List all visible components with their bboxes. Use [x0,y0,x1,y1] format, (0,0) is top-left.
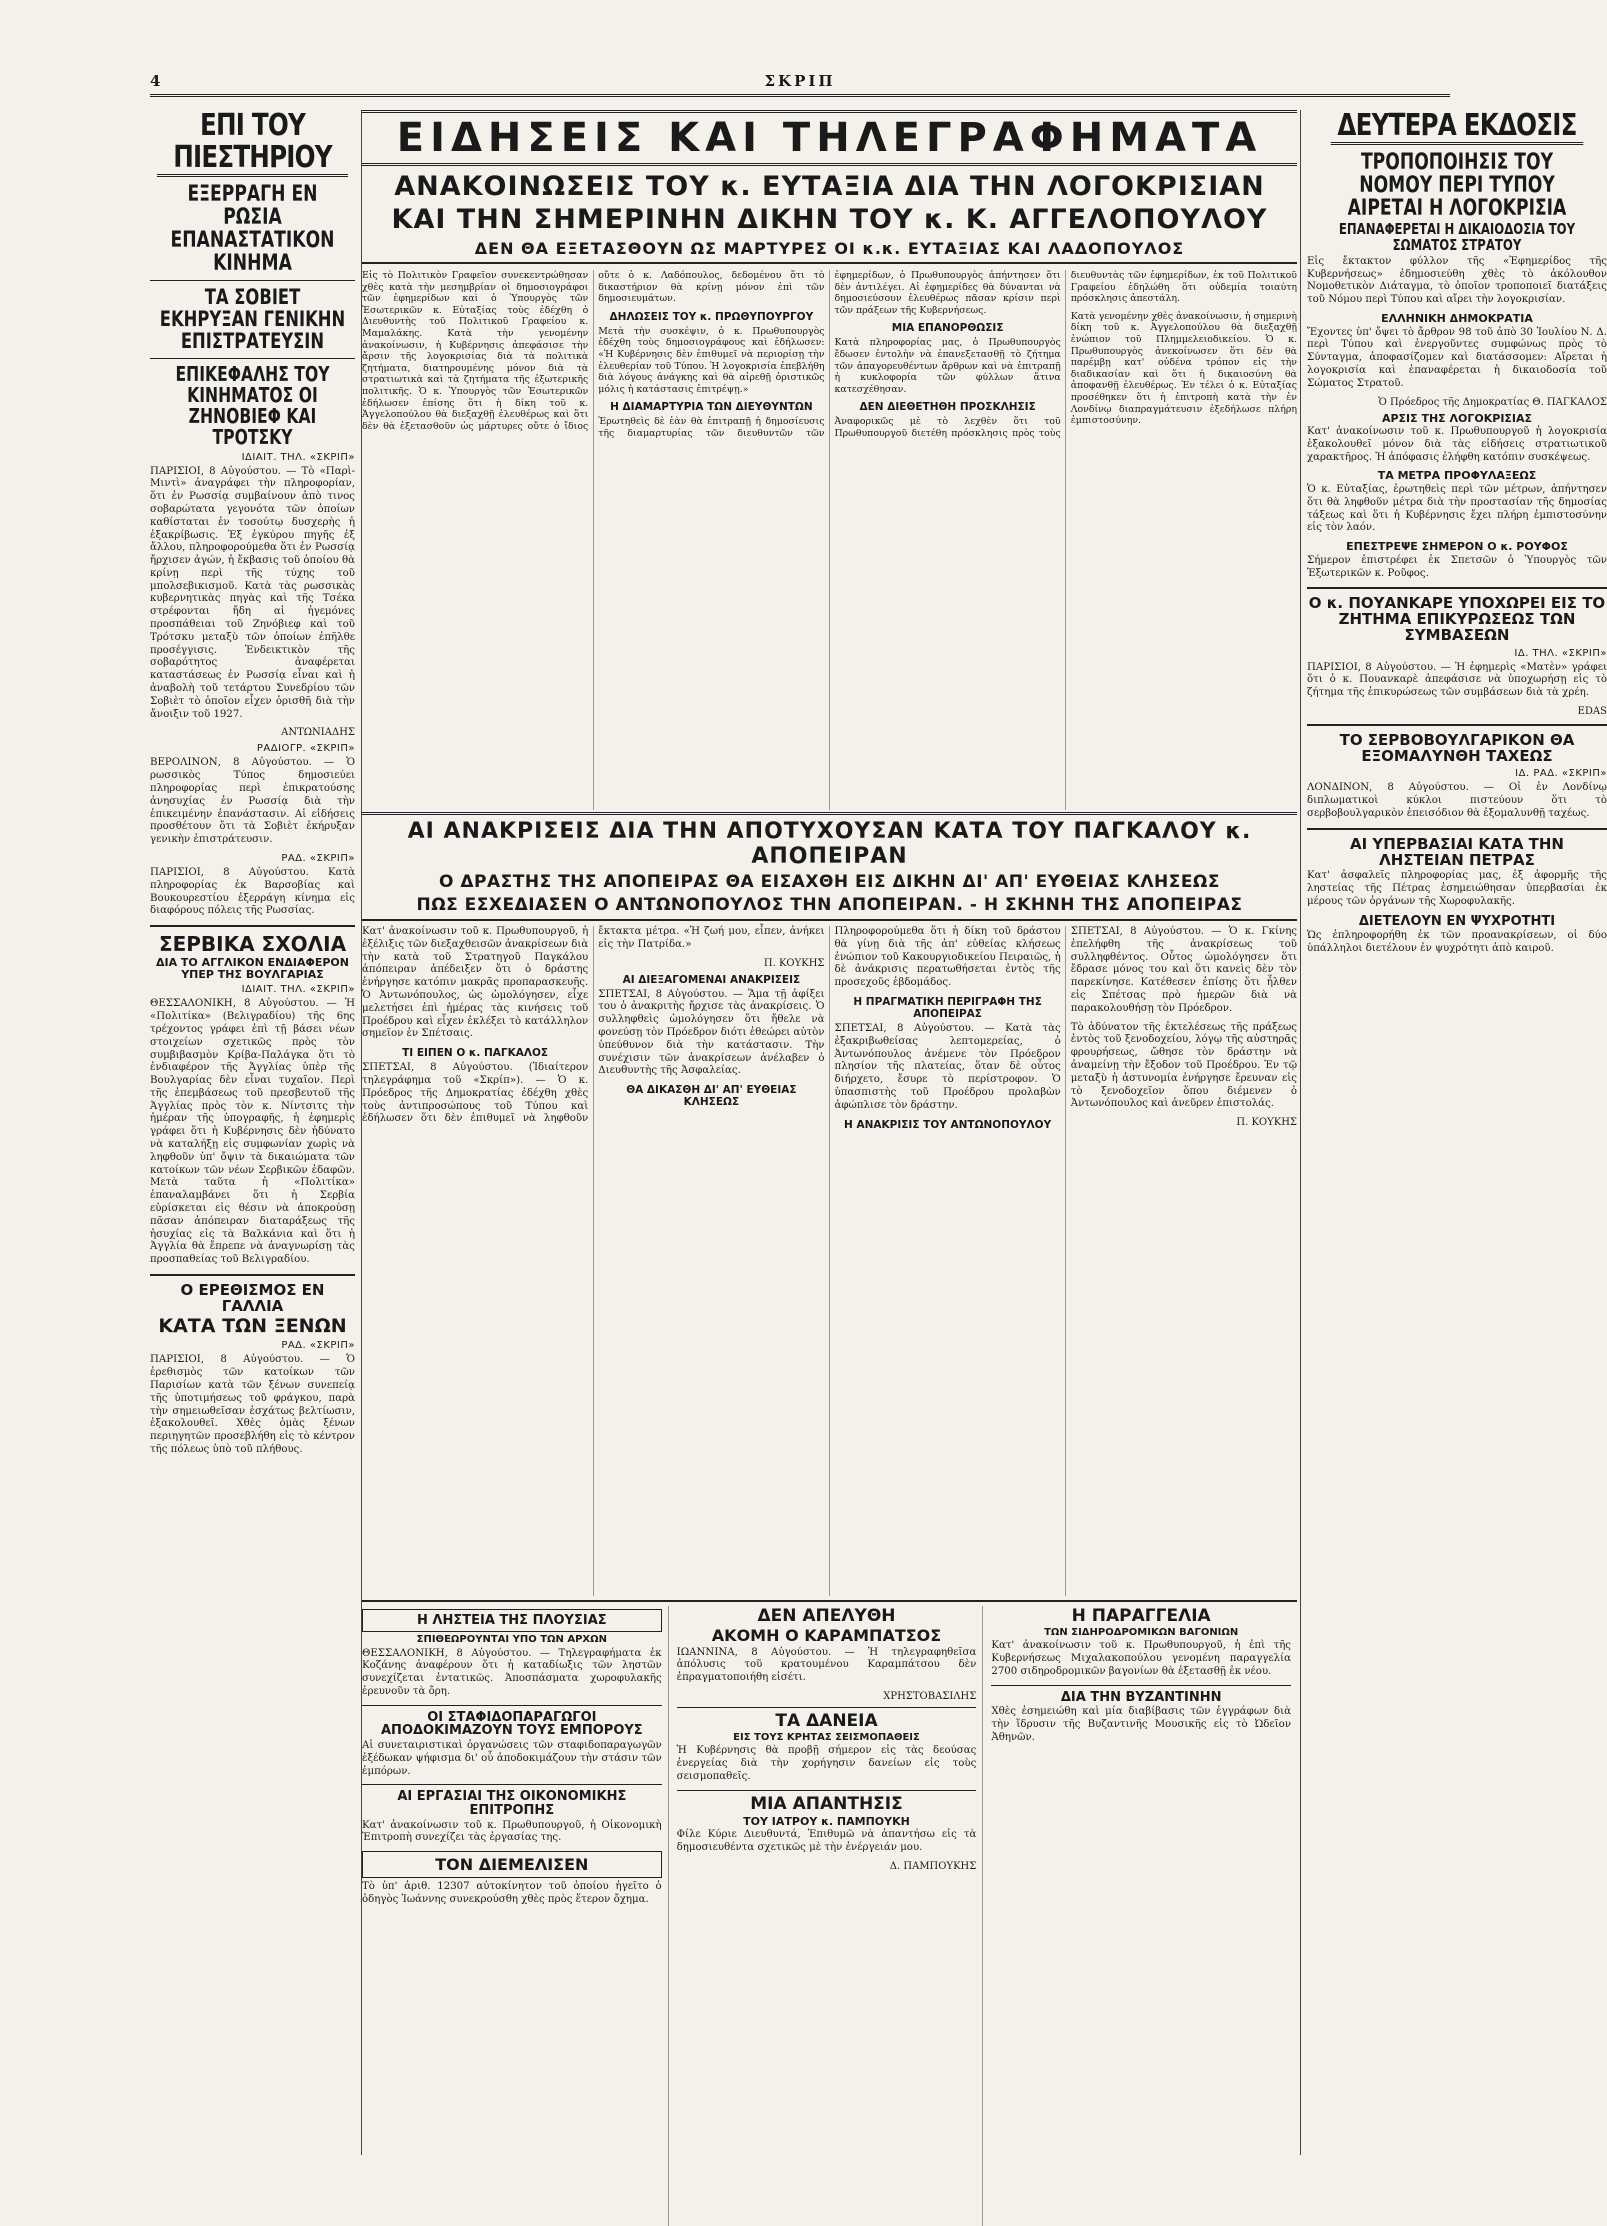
article-headline: Η ΛΗΣΤΕΙΑ ΤΗΣ ΠΛΟΥΣΙΑΣ [362,1609,662,1632]
right-headline-8: ΤΟ ΣΕΡΒΟΒΟΥΛΓΑΡΙΚΟΝ ΘΑ ΕΞΟΜΑΛΥΝΘΗ ΤΑΧΕΩΣ [1339,730,1575,765]
article-body: Κατὰ γενομένην χθὲς ἀνακοίνωσιν, ἡ σημερινὴ δίκη τοῦ κ. Ἀγγελοπούλου θὰ διεξαχθῇ ἐνώπιον τοῦ Πλημμελειοδικείου. Ὁ κ. Πρωθυπουργὸς ἀνεκοίνωσεν ὅτι δὲν θὰ παρέμβῃ κατ' οὐδένα τρόπον εἰς τὴν διαδικασίαν καὶ ὅτι ἡ δικαιοσύνη θὰ ἀποφανθῇ ἐλευθέρως. Ἐν τέλει ὁ κ. Εὐταξίας προσέθηκεν ὅτι ἡ ἐπιτροπὴ κατὰ τὴν ἐν Λονδίνῳ διαπραγμάτευσιν ἐξεδήλωσε πλήρη ἐμπιστοσύνην. [1070,310,1297,427]
left-subheadline-4: ΔΙΑ ΤΟ ΑΓΓΛΙΚΟΝ ΕΝΔΙΑΦΕΡΟΝ ΥΠΕΡ ΤΗΣ ΒΟΥΛΓΑΡΙΑΣ [155,956,349,981]
article-body: ΣΠΕΤΣΑΙ, 8 Αὐγούστου. — Κατὰ τὰς ἐξακριβωθείσας λεπτομερείας, ὁ Ἀντωνόπουλος ἀνέμενε τὸν Πρόεδρον πλησίον τῆς πλατείας, ὅταν δὲ οὗτος διήρχετο, ἔσυρε τὸ περίστροφον. Ὁ ὑπασπιστὴς τοῦ Προέδρου προλαβὼν ἀφώπλισε τὸν δράστην. [834,1022,1061,1111]
article-body: Τὸ ὑπ' ἀριθ. 12307 αὐτοκίνητον τοῦ ὁποίου ἡγεῖτο ὁ ὁδηγὸς Ἰωάννης συνεκρούσθη χθὲς πρὸς ἕτερον ὄχημα. [362,1881,662,1906]
byline: ΙΔ. ΤΗΛ. «ΣΚΡΙΠ» [1514,647,1607,659]
byline: ΙΔΙΑΙΤ. ΤΗΛ. «ΣΚΡΙΠ» [241,984,355,996]
right-headline-5: ΤΑ ΜΕΤΡΑ ΠΡΟΦΥΛΑΞΕΩΣ [1377,469,1537,483]
lower-col-2 [677,1606,984,2226]
lower-col-1 [362,1606,669,2226]
main-headline-line-1: ΑΝΑΚΟΙΝΩΣΕΙΣ ΤΟΥ κ. ΕΥΤΑΞΙΑ ΔΙΑ ΤΗΝ ΛΟΓΟΚΡΙΣΙΑΝ [394,171,1265,202]
signature: ΧΡΗΣΤΟΒΑΣΙΛΗΣ [883,1691,977,1703]
newspaper-name: ΣΚΡΙΠ [764,72,836,90]
article-subhead: ΔΕΝ ΔΙΕΘΕΤΗΘΗ ΠΡΟΣΚΛΗΣΙΣ [859,401,1036,414]
article-headline: ΤΟΝ ΔΙΕΜΕΛΙΣΕΝ [362,1851,662,1878]
right-headline-2: ΕΠΑΝΑΦΕΡΕΤΑΙ Η ΔΙΚΑΙΟΔΟΣΙΑ ΤΟΥ ΣΩΜΑΤΟΣ ΣΤΡΑΤΟΥ [1338,220,1576,255]
article-body: ΣΠΕΤΣΑΙ, 8 Αὐγούστου. — Ἅμα τῇ ἀφίξει του ὁ ἀνακριτὴς ἤρχισε τὰς ἀνακρίσεις. Ὁ συλληφθεὶς ὡμολόγησεν ὅτι ἤθελε νὰ φονεύσῃ τὸν Πρόεδρον διότι ἐθεώρει αὐτὸν ὑπεύθυνον διὰ τὴν κατάστασιν. Τὴν συνέχισιν τῶν ἀνακρίσεων ἀνέλαβεν ὁ Διευθυντὴς τῆς Ἀσφαλείας. [598,988,825,1077]
article-body: ΙΩΑΝΝΙΝΑ, 8 Αὐγούστου. — Ἡ τηλεγραφηθεῖσα ἀπόλυσις τοῦ κρατουμένου Καραμπάτσου δὲν ἐπραγματοποιήθη εἰσέτι. [676,1646,977,1684]
article-body: Ὡς ἐπληροφορήθη ἐκ τῶν προανακρίσεων, οἱ δύο ὑπάλληλοι διετέλουν ἐν ψυχρότητι ἀπὸ καιροῦ. [1307,930,1607,955]
main-headline-line-2: ΚΑΙ ΤΗΝ ΣΗΜΕΡΙΝΗΝ ΔΙΚΗΝ ΤΟΥ κ. Κ. ΑΓΓΕΛΟΠΟΥΛΟΥ [391,204,1268,235]
article-body: ΠΑΡΙΣΙΟΙ, 8 Αὐγούστου. — Ὁ ἐρεθισμὸς τῶν κατοίκων τῶν Παρισίων κατὰ τῶν ξένων συνεπείᾳ τῆς ὑποτιμήσεως τοῦ φράγκου, παρὰ τὴν σημειωθεῖσαν ἐσχάτως βελτίωσιν, ἐξακολουθεῖ. Χθὲς ὁμὰς ξένων περιηγητῶν προσεβλήθη εἰς τὸ κέντρον τῆς πόλεως ὑπὸ τοῦ πλήθους. [150,1354,355,1456]
left-column [150,110,362,2155]
right-headline-3: ΕΛΛΗΝΙΚΗ ΔΗΜΟΚΡΑΤΙΑ [1381,311,1533,325]
article-body: Κατ' ἀνακοίνωσιν τοῦ κ. Πρωθυπουργοῦ ἡ λογοκρισία ἐξακολουθεῖ μόνον διὰ τὰς εἰδήσεις στρατιωτικοῦ χαρακτῆρος. Ἡ ἀπόφασις ἐλήφθη κατόπιν συσκέψεως. [1307,426,1607,463]
article-body: Ἐρωτηθεὶς δὲ ἐὰν θὰ ἐπιτραπῇ ἡ δημοσίευσις τῆς διαμαρτυρίας τῶν διευθυντῶν τῶν ἐφημερίδων, ὁ Πρωθυπουργὸς ἀπήντησεν ὅτι δὲν ἀντιλέγει. Αἱ ἐφημερίδες θὰ δύνανται νὰ δημοσιεύσουν ἐλευθέρως πᾶσαν κρίσιν περὶ τῶν πράξεων τῆς Κυβερνήσεως. [598,270,1061,439]
signature: Π. ΚΟΥΚΗΣ [763,957,825,969]
signature: Δ. ΠΑΜΠΟΥΚΗΣ [889,1860,977,1872]
article-body: ΛΟΝΔΙΝΟΝ, 8 Αὐγούστου. — Οἱ ἐν Λονδίνῳ διπλωματικοὶ κύκλοι πιστεύουν ὅτι τὸ σερβοβουλγαρικὸν ἐπεισόδιον θὰ ἐξομαλυνθῇ ταχέως. [1307,782,1607,820]
article-body: Κατ' ἀνακοίνωσιν τοῦ κ. Πρωθυπουργοῦ, ἡ ἐξέλιξις τῶν διεξαχθεισῶν ἀνακρίσεων διὰ τὴν κατὰ τοῦ Στρατηγοῦ Παγκάλου ἀπόπειραν ἀπέδειξεν ὅτι ὁ δράστης ἐνήργησε κατόπιν μακρᾶς προπαρασκευῆς. Ὁ Ἀντωνόπουλος, ὡς ὡμολόγησεν, εἶχε μελετήσει ἐπὶ ἡμέρας τὰς κινήσεις τοῦ Προέδρου καὶ εἶχεν ἐκλέξει τὸ κατάλληλον σημεῖον ἐν Σπέτσαις. [362,926,589,1040]
article-subhead: ΤΙ ΕΙΠΕΝ Ο κ. ΠΑΓΚΑΛΟΣ [402,1047,549,1060]
article-body: Εἰς ἔκτακτον φύλλον τῆς «Ἐφημερίδος τῆς Κυβερνήσεως» ἐδημοσιεύθη χθὲς τὸ ἀκόλουθον Νομοθετικὸν Διάταγμα, τὸ ὁποῖον τροποποιεῖ διατάξεις τοῦ Νόμου περὶ Τύπου καὶ αἴρει τὴν λογοκρισίαν. [1307,255,1607,306]
signature: EDAS [1577,705,1607,717]
article-headline: ΤΑ ΔΑΝΕΙΑ [775,1711,878,1732]
section-subheadline: Ο ΔΡΑΣΤΗΣ ΤΗΣ ΑΠΟΠΕΙΡΑΣ ΘΑ ΕΙΣΑΧΘΗ ΕΙΣ ΔΙΚΗΝ ΔΙ' ΑΠ' ΕΥΘΕΙΑΣ ΚΛΗΣΕΩΣ [438,872,1220,892]
article-subheadline: ΕΙΣ ΤΟΥΣ ΚΡΗΤΑΣ ΣΕΙΣΜΟΠΑΘΕΙΣ [733,1731,920,1743]
article-body: Εἰς τὸ Πολιτικὸν Γραφεῖον συνεκεντρώθησαν χθὲς κατὰ τὴν μεσημβρίαν οἱ δημοσιογράφοι τῶν ἐφημερίδων καὶ ὁ Ὑπουργὸς τῶν Ἐσωτερικῶν κ. Εὐταξίας τοὺς ἐδέχθη ὁ Διευθυντὴς τοῦ Πολιτικοῦ Γραφείου κ. Μαμαλάκης. Κατὰ τὴν γενομένην ἀνακοίνωσιν, ἡ Κυβέρνησις ἀπεφάσισε τὴν ἄρσιν τῆς λογοκρισίας διὰ τὰ πολιτικὰ ζητήματα, διατηρουμένης μόνον διὰ τὰ στρατιωτικὰ καὶ τὰ ζητήματα τῆς ἐξωτερικῆς πολιτικῆς. Ὁ κ. Ὑπουργὸς τῶν Ἐσωτερικῶν ἐδήλωσεν ἐπίσης ὅτι ἡ δίκη τοῦ κ. Ἀγγελοπούλου θὰ διεξαχθῇ ἐλευθέρως καὶ ὅτι δὲν θὰ ἐξετασθοῦν ὡς μάρτυρες οὔτε ὁ ἴδιος οὔτε ὁ κ. Λαδόπουλος, δεδομένου ὅτι τὸ δικαστήριον θὰ κρίνῃ μόνον ἐπὶ τῶν δημοσιευμάτων. [362,270,825,432]
article-subhead: Η ΑΝΑΚΡΙΣΙΣ ΤΟΥ ΑΝΤΩΝΟΠΟΥΛΟΥ [844,1118,1052,1131]
right-headline-9: ΑΙ ΥΠΕΡΒΑΣΙΑΙ ΚΑΤΑ ΤΗΝ ΛΗΣΤΕΙΑΝ ΠΕΤΡΑΣ [1350,834,1564,869]
right-headline-1: ΤΡΟΠΟΠΟΙΗΣΙΣ ΤΟΥ ΝΟΜΟΥ ΠΕΡΙ ΤΥΠΟΥ ΑΙΡΕΤΑΙ Η ΛΟΓΟΚΡΙΣΙΑ [1347,150,1567,222]
right-column [1300,110,1607,2155]
right-headline-7: Ο κ. ΠΟΥΑΝΚΑΡΕ ΥΠΟΧΩΡΕΙ ΕΙΣ ΤΟ ΖΗΤΗΜΑ ΕΠΙΚΥΡΩΣΕΩΣ ΤΩΝ ΣΥΜΒΑΣΕΩΝ [1308,594,1606,644]
assassination-section [362,812,1297,1596]
article-body: ΠΑΡΙΣΙΟΙ, 8 Αὐγούστου. Κατὰ πληροφορίας ἐκ Βαρσοβίας καὶ Βουκουρεστίου ἐξερράγη κίνημα εἰς διαφόρους πόλεις τῆς Ρωσσίας. [150,867,355,917]
article-body: Σήμερον ἐπιστρέφει ἐκ Σπετσῶν ὁ Ὑπουργὸς τῶν Ἐξωτερικῶν κ. Ροῦφος. [1307,554,1607,579]
article-subhead: ΑΙ ΔΙΕΞΑΓΟΜΕΝΑΙ ΑΝΑΚΡΙΣΕΙΣ [622,973,801,986]
article-body: Κατ' ἀσφαλεῖς πληροφορίας μας, ἐξ ἀφορμῆς τῆς ληστείας τῆς Πέτρας ἐσημειώθησαν ὑπερβασίαι ἐκ μέρους τῶν ὀργάνων τῆς Χωροφυλακῆς. [1307,870,1607,907]
censorship-article [362,270,1297,810]
signature: ΑΝΤΩΝΙΑΔΗΣ [281,727,355,739]
byline: ΙΔΙΑΙΤ. ΤΗΛ. «ΣΚΡΙΠ» [241,451,355,463]
article-body: Ἔχοντες ὑπ' ὄψει τὸ ἄρθρον 98 τοῦ ἀπὸ 30 Ἰουλίου Ν. Δ. περὶ Τύπου καὶ ἐνεργοῦντες συμφώνως πρὸς τὸ Σύνταγμα, ἀποφασίζομεν καὶ διατάσσομεν: Αἴρεται ἡ λογοκρισία καὶ ἐπαναφέρεται ἡ δικαιοδοσία τοῦ Σώματος Στρατοῦ. [1307,326,1607,389]
main-subheadline: ΔΕΝ ΘΑ ΕΞΕΤΑΣΘΟΥΝ ΩΣ ΜΑΡΤΥΡΕΣ ΟΙ κ.κ. ΕΥΤΑΞΙΑΣ ΚΑΙ ΛΑΔΟΠΟΥΛΟΣ [362,239,1297,264]
left-headline-5: Ο ΕΡΕΘΙΣΜΟΣ ΕΝ ΓΑΛΛΙΑ [180,1281,325,1315]
article-body: Μετὰ τὴν συσκέψιν, ὁ κ. Πρωθυπουργὸς ἐδέχθη τοὺς δημοσιογράφους καὶ ἐδήλωσεν: «Ἡ Κυβέρνησις δὲν ἐπιθυμεῖ νὰ περιορίσῃ τὴν ἐλευθερίαν τοῦ Τύπου. Ἡ λογοκρισία ἐπεβλήθη διὰ λόγους ἀνάγκης καὶ θὰ αἰρεθῇ ὁριστικῶς μόλις ἡ κατάστασις ἐπιτρέψῃ.» [598,325,825,395]
right-headline-6: ΕΠΕΣΤΡΕΨΕ ΣΗΜΕΡΟΝ Ο κ. ΡΟΥΦΟΣ [1346,540,1568,554]
byline: ΡΑΔ. «ΣΚΡΙΠ» [281,853,355,865]
article-body: Κατ' ἀνακοίνωσιν τοῦ κ. Πρωθυπουργοῦ, ἡ ἐπὶ τῆς Κυβερνήσεως Μιχαλακοπούλου γενομένη παραγγελία 2700 σιδηροδρομικῶν βαγονίων θὰ ἐξετασθῇ ἐκ νέου. [991,1640,1292,1677]
left-headline-1: ΕΞΕΡΡΑΓΗ ΕΝ ΡΩΣΙΑ ΕΠΑΝΑΣΤΑΤΙΚΟΝ ΚΙΝΗΜΑ [170,182,335,277]
article-body: Κατ' ἀνακοίνωσιν τοῦ κ. Πρωθυπουργοῦ, ἡ Οἰκονομικὴ Ἐπιτροπὴ συνεχίζει τὰς ἐργασίας της. [362,1819,662,1844]
left-headline-3: ΕΠΙΚΕΦΑΛΗΣ ΤΟΥ ΚΙΝΗΜΑΤΟΣ ΟΙ ΖΗΝΟΒΙΕΦ ΚΑΙ ΤΡΟΤΣΚΥ [175,361,330,449]
article-body: Ἀναφορικῶς μὲ τὸ λεχθὲν ὅτι τοῦ Πρωθυπουργοῦ διετέθη πρόσκλησις πρὸς τοὺς διευθυντὰς τῶν ἐφημερίδων, ἐκ τοῦ Πολιτικοῦ Γραφείου ἐδηλώθη ὅτι οὐδεμία τοιαύτη πρόσκλησις ἀπεστάλη. [834,270,1297,439]
article-headline: ΑΙ ΕΡΓΑΣΙΑΙ ΤΗΣ ΟΙΚΟΝΟΜΙΚΗΣ ΕΠΙΤΡΟΠΗΣ [397,1789,627,1818]
right-headline-4: ΑΡΣΙΣ ΤΗΣ ΛΟΓΟΚΡΙΣΙΑΣ [1381,411,1533,425]
lower-articles [362,1600,1297,2226]
article-headline: ΟΙ ΣΤΑΦΙΔΟΠΑΡΑΓΩΓΟΙ ΑΠΟΔΟΚΙΜΑΖΟΥΝ ΤΟΥΣ ΕΜΠΟΡΟΥΣ [381,1709,643,1739]
section-subheadline-2: ΠΩΣ ΕΣΧΕΔΙΑΣΕΝ Ο ΑΝΤΩΝΟΠΟΥΛΟΣ ΤΗΝ ΑΠΟΠΕΙΡΑΝ. - Η ΣΚΗΝΗ ΤΗΣ ΑΠΟΠΕΙΡΑΣ [362,895,1297,921]
article-body: ΘΕΣΣΑΛΟΝΙΚΗ, 8 Αὐγούστου. — Ἡ «Πολιτίκα» (Βελιγραδίου) τῆς 6ης τρέχοντος γράφει ἐπὶ τῇ βάσει νέων στοιχείων σχετικῶς πρὸς τὸν συμβιβασμὸν Κρίβα-Παλάγκα ὅτι τὸ ἐνδιαφέρον τῆς Ἀγγλίας ὑπὲρ τῆς Βουλγαρίας δὲν εἶναι τυχαῖον. Περὶ τῆς ἐπεμβάσεως τοῦ πρεσβευτοῦ τῆς Ἀγγλίας πρὸς τὸν κ. Νίντσιτς τὴν ἡμέραν τῆς ὑπογραφῆς, ἡ ἐφημερὶς γράφει ὅτι ἡ Κυβέρνησις δὲν ἠδύνατο νὰ καταλήξῃ εἰς συμφωνίαν χωρὶς νὰ ληφθοῦν ὑπ' ὄψιν τὰ δικαιώματα τῶν κατοίκων τῶν νέων Σερβικῶν ἐδαφῶν. Μετὰ ταῦτα ἡ «Πολιτίκα» ἐπαναλαμβάνει ὅτι ἡ Σερβία εὑρίσκεται εἰς θέσιν νὰ ἀποκρούσῃ πᾶσαν ἀπόπειραν διαταράξεως τῆς ἡσυχίας εἰς τὰ Βαλκάνια καὶ ὅτι ἡ Ἀγγλία θὰ ἔπρεπε νὰ ἀναγνωρίσῃ τὰς προσπαθείας τοῦ Βελιγραδίου. [150,998,355,1266]
right-kicker: ΔΕΥΤΕΡΑ ΕΚΔΟΣΙΣ [1331,110,1584,145]
article-body: Χθὲς ἐσημειώθη καὶ μία διαβίβασις τῶν ἐγγράφων διὰ τὴν ἵδρυσιν τῆς Βυζαντινῆς Μουσικῆς εἰς τὸ Ὠδεῖον Ἀθηνῶν. [991,1706,1292,1743]
byline: ΡΑΔ. «ΣΚΡΙΠ» [281,1340,355,1352]
article-headline: ΜΙΑ ΑΠΑΝΤΗΣΙΣ [750,1793,903,1814]
article-subhead: ΘΑ ΔΙΚΑΣΘΗ ΔΙ' ΑΠ' ΕΥΘΕΙΑΣ ΚΛΗΣΕΩΣ [626,1084,797,1109]
section-headline: ΑΙ ΑΝΑΚΡΙΣΕΙΣ ΔΙΑ ΤΗΝ ΑΠΟΤΥΧΟΥΣΑΝ ΚΑΤΑ ΤΟΥ ΠΑΓΚΑΛΟΥ κ. ΑΠΟΠΕΙΡΑΝ [407,819,1252,869]
article-body: ΣΠΕΤΣΑΙ, 8 Αὐγούστου. — Ὁ κ. Γκίνης ἐπελήφθη τῆς ἀνακρίσεως τοῦ συλληφθέντος. Οὗτος ὡμολόγησεν ὅτι ἔδρασε μόνος του καὶ ὅτι κανεὶς δὲν τὸν παρεκίνησε. Κατέθεσεν ἐπίσης ὅτι ἦλθεν εἰς Σπέτσας πρὸ ἡμερῶν διὰ νὰ παρακολουθήσῃ τὸν Πρόεδρον. [1070,926,1297,1014]
article-body: ΣΠΕΤΣΑΙ, 8 Αὐγούστου. (Ἰδιαίτερον τηλεγράφημα τοῦ «Σκρίπ»). — Ὁ κ. Πρόεδρος τῆς Δημοκρατίας ἐδέχθη χθὲς τοὺς ἀντιπροσώπους τοῦ Τύπου καὶ ἐδήλωσεν ὅτι δὲν ἐπιθυμεῖ νὰ ληφθοῦν ἔκτακτα μέτρα. «Ἡ ζωή μου, εἶπεν, ἀνήκει εἰς τὴν Πατρίδα.» [362,926,825,1125]
article-body: Κατὰ πληροφορίας μας, ὁ Πρωθυπουργὸς ἔδωσεν ἐντολὴν νὰ ἐπανεξετασθῇ τὸ ζήτημα τῶν ἀπαγορευθέντων ἄρθρων καὶ νὰ ἐπιτραπῇ ἡ κυκλοφορία τῶν φύλλων ἅτινα κατεσχέθησαν. [834,337,1061,395]
article-body: ΒΕΡΟΛΙΝΟΝ, 8 Αὐγούστου. — Ὁ ρωσσικὸς Τύπος δημοσιεύει πληροφορίας περὶ ἐπικρατούσης ἀνησυχίας ἐν Ρωσσίᾳ διὰ τὴν ἐπικειμένην ἐπανάστασιν. Αἱ εἰδήσεις προσθέτουν ὅτι τὰ Σοβιὲτ ἐκήρυξαν γενικὴν ἐπιστράτευσιν. [150,757,355,846]
page-number: 4 [150,72,164,90]
article-subhead: ΔΗΛΩΣΕΙΣ ΤΟΥ κ. ΠΡΩΘΥΠΟΥΡΓΟΥ [609,310,814,323]
article-subheadline: ΤΩΝ ΣΙΔΗΡΟΔΡΟΜΙΚΩΝ ΒΑΓΟΝΙΩΝ [1044,1626,1239,1638]
article-body: Φίλε Κύριε Διευθυντά, Ἐπιθυμῶ νὰ ἀπαντήσω εἰς τὰ δημοσιευθέντα σχετικῶς μὲ τὴν ἐνέργειάν μου. [676,1829,977,1853]
signature: Π. ΚΟΥΚΗΣ [1236,1117,1297,1129]
article-subhead: Η ΠΡΑΓΜΑΤΙΚΗ ΠΕΡΙΓΡΑΦΗ ΤΗΣ ΑΠΟΠΕΙΡΑΣ [853,995,1042,1020]
signature: Ὁ Πρόεδρος τῆς Δημοκρατίας Θ. ΠΑΓΚΑΛΟΣ [1378,396,1607,408]
left-kicker: ΕΠΙ ΤΟΥ ΠΙΕΣΤΗΡΙΟΥ [157,110,348,177]
lower-col-3 [991,1606,1297,2226]
article-body: ΠΑΡΙΣΙΟΙ, 8 Αὐγούστου. — Τὸ «Παρὶ-Μιντὶ» ἀναγράφει τὴν πληροφορίαν, ὅτι ἐν Ρωσσίᾳ συμβαίνουν ἀπὸ τινος σοβαρώτατα γεγονότα τῶν ὁποίων καθίσταται ἐν τοσούτῳ δυσχερὴς ἡ ἐξακρίβωσις. Ἐξ ἐγκύρου πηγῆς ἐξ ἄλλου, πληροφορούμεθα ὅτι ἐν Ρωσσίᾳ ἤρχισεν ἀγών, ἡ ἔκβασις τοῦ ὁποίου θὰ κρίνῃ περὶ τῆς τύχης τοῦ μπολσεβικισμοῦ. Κατὰ τὰς ρωσσικὰς κυβερνητικὰς πηγὰς καὶ τῆς Τσέκα στρέφονται ἤδη αἱ ἡγεμόνες προσπάθειαι τοῦ Ζηνόβιεφ καὶ τοῦ Τρότσκυ μεταξὺ τῶν ὁποίων ἐπῆλθε προσέγγισις. Ἐνδεικτικὸν τῆς σοβαρότητος ἀναφέρεται καταστάσεως ἐν Ρωσσίᾳ εἶναι καὶ ἡ ἀναβολὴ τοῦ τετάρτου Συνεδρίου τῶν Σοβιὲτ τὸ ὁποῖον εἶχεν ὁρισθῆ διὰ τὴν ἄνοιξιν τοῦ 1927. [150,465,355,720]
middle-column [362,110,1297,2155]
article-headline: Η ΠΑΡΑΓΓΕΛΙΑ [1071,1606,1211,1626]
article-body: Αἱ συνεταιριστικαὶ ὀργανώσεις τῶν σταφιδοπαραγωγῶν ἐξέδωκαν ψήφισμα δι' οὗ ἀποδοκιμάζουν τὴν στάσιν τῶν ἐμπόρων. [362,1739,662,1777]
byline: ΙΔ. ΡΑΔ. «ΣΚΡΙΠ» [1515,768,1607,780]
article-subheadline: ΣΠΙΘΕΩΡΟΥΝΤΑΙ ΥΠΟ ΤΩΝ ΑΡΧΩΝ [416,1634,608,1645]
assassination-article [362,926,1297,1596]
left-subheadline-5: ΚΑΤΑ ΤΩΝ ΞΕΝΩΝ [158,1314,347,1337]
article-body: Πληροφορούμεθα ὅτι ἡ δίκη τοῦ δράστου θὰ γίνῃ διὰ τῆς ἀπ' εὐθείας κλήσεως ἐνώπιον τοῦ Κακουργιοδικείου Πειραιῶς, ἡ δὲ ἀνάκρισις περατωθήσεται ἐντὸς τῆς προσεχοῦς ἑβδομάδος. [834,926,1061,989]
article-body: ΠΑΡΙΣΙΟΙ, 8 Αὐγούστου. — Ἡ ἐφημερὶς «Ματὲν» γράφει ὅτι ὁ κ. Πουανκαρὲ ἀπεφάσισε νὰ ὑποχωρήσῃ εἰς τὸ ζήτημα τῆς ἐπικυρώσεως τῶν συμβάσεων διὰ τὰ χρέη. [1307,661,1607,699]
article-headline: ΔΙΑ ΤΗΝ ΒΥΖΑΝΤΙΝΗΝ [1060,1689,1222,1705]
left-headline-2: ΤΑ ΣΟΒΙΕΤ ΕΚΗΡΥΞΑΝ ΓΕΝΙΚΗΝ ΕΠΙΣΤΡΑΤΕΥΣΙΝ [159,285,346,354]
section-banner: ΕΙΔΗΣΕΙΣ ΚΑΙ ΤΗΛΕΓΡΑΦΗΜΑΤΑ [362,110,1297,166]
article-headline: ΔΕΝ ΑΠΕΛΥΘΗ [757,1606,896,1626]
article-body: Τὸ ἀδύνατον τῆς ἐκτελέσεως τῆς πράξεως ἐντὸς τοῦ ξενοδοχείου, λόγῳ τῆς αὐστηρᾶς φρουρήσεως, ὤθησε τὸν δράστην νὰ ἀναμείνῃ τὴν ἔξοδον τοῦ Προέδρου. Ἐν τῷ μεταξὺ ἡ ἀστυνομία ἐνήργησε ἔρευναν εἰς τὸ ξενοδοχεῖον ὅπου διέμενεν ὁ Ἀντωνόπουλος καὶ ἀνεῦρεν ἐπιστολάς. [1070,1021,1297,1110]
right-headline-10: ΔΙΕΤΕΛΟΥΝ ΕΝ ΨΥΧΡΟΤΗΤΙ [1358,913,1556,929]
article-subheadline: ΤΟΥ ΙΑΤΡΟΥ κ. ΠΑΜΠΟΥΚΗ [743,1814,910,1828]
left-headline-4: ΣΕΡΒΙΚΑ ΣΧΟΛΙΑ [158,932,347,957]
article-subhead: ΜΙΑ ΕΠΑΝΟΡΘΩΣΙΣ [891,322,1004,335]
article-body: ΘΕΣΣΑΛΟΝΙΚΗ, 8 Αὐγούστου. — Τηλεγραφήματα ἐκ Κοζάνης ἀναφέρουν ὅτι ἡ καταδίωξις τῶν ληστῶν συνεχίζεται ἐντατικῶς. Ἀποσπάσματα χωροφυλακῆς ἐρευνοῦν τὰ ὄρη. [362,1647,662,1697]
article-subhead: Η ΔΙΑΜΑΡΤΥΡΙΑ ΤΩΝ ΔΙΕΥΘΥΝΤΩΝ [610,401,813,414]
article-subheadline: ΑΚΟΜΗ Ο ΚΑΡΑΜΠΑΤΣΟΣ [711,1625,942,1645]
article-body: Ὁ κ. Εὐταξίας, ἐρωτηθεὶς περὶ τῶν μέτρων, ἀπήντησεν ὅτι θὰ ληφθοῦν μέτρα διὰ τὴν προστασίαν τῆς δημοσίας τάξεως καὶ ὅτι ἡ Κυβέρνησις ἔχει πλήρη ἐμπιστοσύνην εἰς τὸν λαόν. [1307,483,1607,534]
byline: ΡΑΔΙΟΓΡ. «ΣΚΡΙΠ» [256,743,355,755]
article-body: Ἡ Κυβέρνησις θὰ προβῇ σήμερον εἰς τὰς δεούσας ἐνεργείας διὰ τὴν χορήγησιν δανείων εἰς τοὺς σεισμοπαθεῖς. [676,1745,977,1782]
masthead [150,70,1450,97]
